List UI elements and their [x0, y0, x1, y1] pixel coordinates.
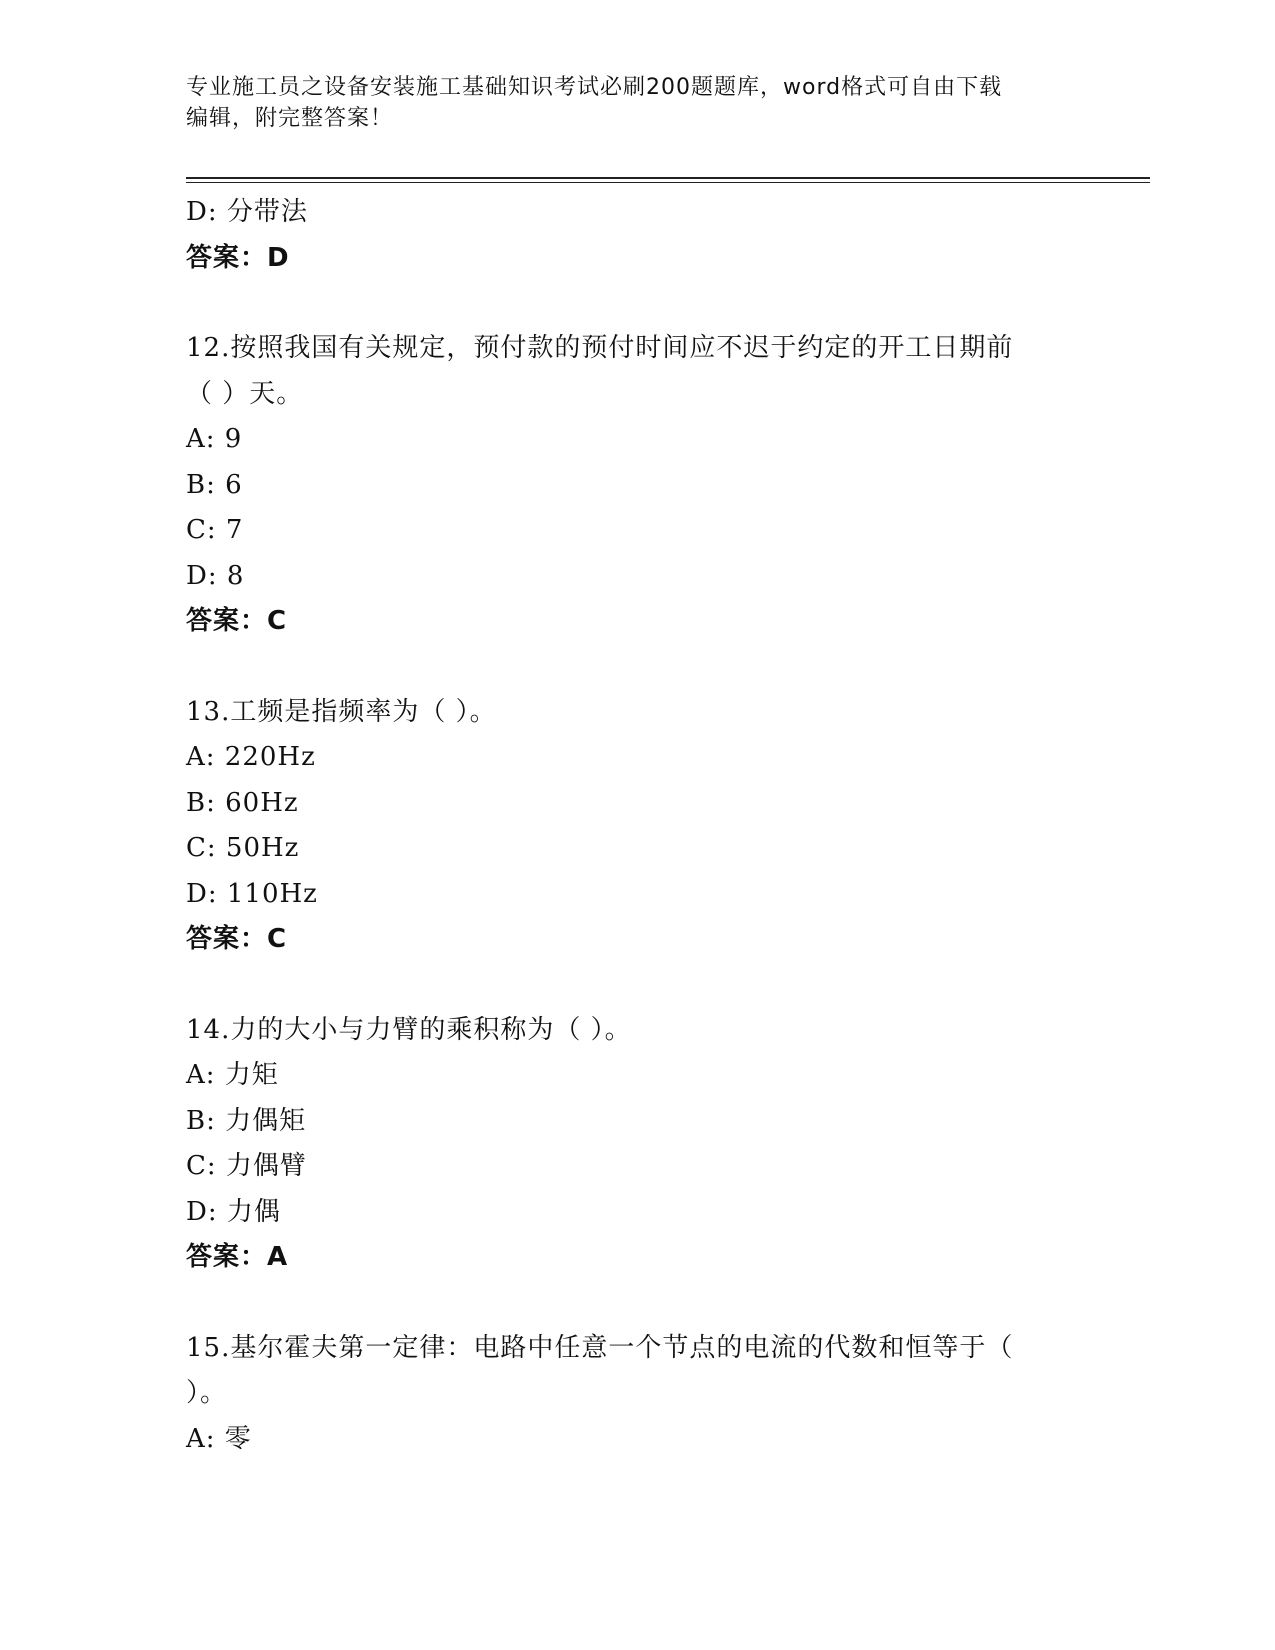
- header-title-line1: 专业施工员之设备安装施工基础知识考试必刷200题题库，word格式可自由下载: [186, 75, 1003, 100]
- option-c: C: 50Hz: [186, 833, 300, 863]
- option-c: C: 力偶臂: [186, 1151, 307, 1181]
- question-stem-cont: （ ）天。: [186, 378, 304, 409]
- option-d: D: 8: [186, 560, 245, 591]
- answer-line: 答案：A: [186, 1242, 289, 1272]
- question-stem-cont: ）。: [186, 1378, 228, 1408]
- previous-question-tail: [186, 190, 1086, 281]
- question-stem: 14.力的大小与力臂的乘积称为（ ）。: [186, 1014, 632, 1045]
- question-stem: 13.工频是指频率为（ ）。: [186, 696, 497, 727]
- question-stem: 12.按照我国有关规定，预付款的预付时间应不迟于约定的开工日期前: [186, 333, 1014, 363]
- question-12: [186, 326, 1086, 645]
- question-stem: 15.基尔霍夫第一定律：电路中任意一个节点的电流的代数和恒等于（: [186, 1332, 1014, 1363]
- question-list: [186, 190, 1086, 1462]
- option-a: A: 零: [186, 1423, 252, 1454]
- answer-line: 答案：C: [186, 924, 288, 954]
- answer-line: 答案：C: [186, 606, 288, 636]
- option-d: D: 110Hz: [186, 878, 318, 909]
- document-header: [186, 72, 1066, 134]
- option-a: A: 220Hz: [186, 742, 316, 772]
- option-b: B: 6: [186, 469, 243, 500]
- option-a: A: 9: [186, 424, 243, 454]
- option-a: A: 力矩: [186, 1060, 279, 1090]
- header-divider-thin: [186, 182, 1150, 183]
- question-14: [186, 1008, 1086, 1281]
- option-d: D: 力偶: [186, 1196, 281, 1227]
- header-title-line2: 编辑，附完整答案！: [186, 106, 394, 131]
- question-15: [186, 1326, 1086, 1463]
- answer-line: 答案：D: [186, 242, 290, 273]
- question-13: [186, 690, 1086, 963]
- option-c: C: 7: [186, 515, 244, 545]
- header-divider: [186, 177, 1150, 179]
- option-d: D: 分带法: [186, 197, 308, 227]
- option-b: B: 60Hz: [186, 787, 299, 818]
- option-b: B: 力偶矩: [186, 1105, 307, 1136]
